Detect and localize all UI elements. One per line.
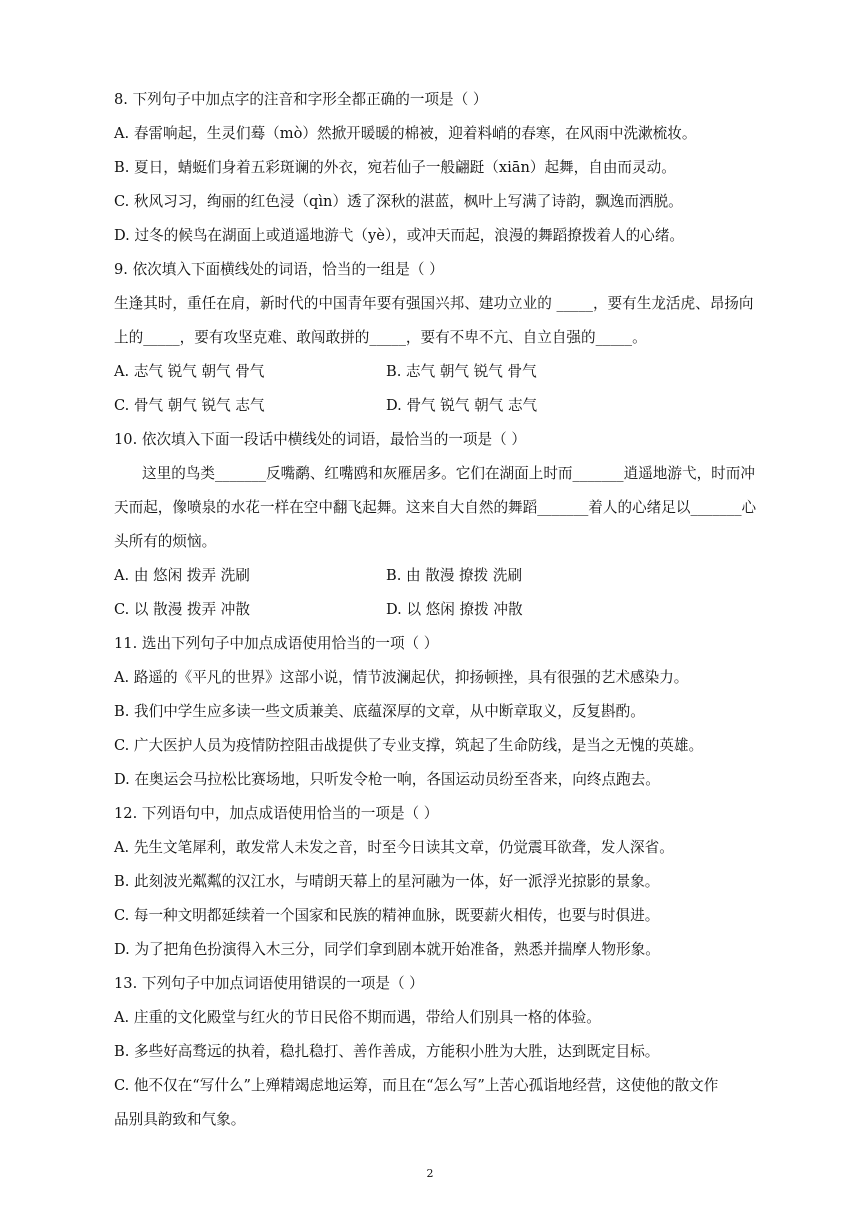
- q9-stem: 9. 依次填入下面横线处的词语，恰当的一组是（ ）: [114, 261, 444, 278]
- q8-option-c: C. 秋风习习，绚丽的红色浸（qìn）透了深秋的湛蓝，枫叶上写满了诗韵，飘逸而洒脱。: [114, 193, 683, 210]
- q9-option-b: B. 志气 朝气 锐气 骨气: [386, 363, 537, 380]
- q8-option-d: D. 过冬的候鸟在湖面上或逍遥地游弋（yè），或冲天而起，浪漫的舞蹈撩拨着人的心绪。: [114, 227, 685, 244]
- q13-option-c-line-2: 品别具韵致和气象。: [114, 1111, 246, 1128]
- q12-option-b: B. 此刻波光粼粼的汉江水，与晴朗天幕上的星河融为一体，好一派浮光掠影的景象。: [114, 873, 660, 890]
- q12-option-a: A. 先生文笔犀利，敢发常人未发之音，时至今日读其文章，仍觉震耳欲聋，发人深省。: [114, 839, 674, 856]
- q13-stem: 13. 下列句子中加点词语使用错误的一项是（ ）: [114, 975, 424, 992]
- q12-stem: 12. 下列语句中，加点成语使用恰当的一项是（ ）: [114, 805, 439, 822]
- q10-option-d: D. 以 悠闲 撩拨 冲散: [386, 601, 523, 618]
- q9-option-c: C. 骨气 朝气 锐气 志气: [114, 397, 265, 414]
- q10-passage-line-1: 这里的鸟类_______反嘴鹬、红嘴鸥和灰雁居多。它们在湖面上时而_______逍遥地游弋，时而冲: [142, 465, 755, 482]
- q11-option-c: C. 广大医护人员为疫情防控阻击战提供了专业支撑，筑起了生命防线，是当之无愧的英雄。: [114, 737, 704, 754]
- q13-option-b: B. 多些好高骛远的执着，稳扎稳打、善作善成，方能积小胜为大胜，达到既定目标。: [114, 1043, 660, 1060]
- q11-option-d: D. 在奥运会马拉松比赛场地，只听发令枪一响，各国运动员纷至沓来，向终点跑去。: [114, 771, 660, 788]
- q8-option-b: B. 夏日，蜻蜓们身着五彩斑谰的外衣，宛若仙子一般翩跹（xiān）起舞，自由而灵动。: [114, 159, 676, 176]
- page-number: 2: [426, 1167, 434, 1180]
- q8-stem: 8. 下列句子中加点字的注音和字形全都正确的一项是（ ）: [114, 91, 488, 108]
- q9-passage-line-2: 上的_____，要有攻坚克难、敢闯敢拼的_____，要有不卑不亢、自立自强的_____。: [114, 329, 647, 346]
- q10-option-a: A. 由 悠闲 拨弄 洗刷: [114, 567, 250, 584]
- q13-option-c-line-1: C. 他不仅在“写什么”上殚精竭虑地运筹，而且在“怎么写”上苦心孤诣地经营，这使他的散文作: [114, 1077, 719, 1094]
- q10-option-c: C. 以 散漫 拨弄 冲散: [114, 601, 250, 618]
- q9-option-d: D. 骨气 锐气 朝气 志气: [386, 397, 538, 414]
- q11-option-b: B. 我们中学生应多读一些文质兼美、底蕴深厚的文章，从中断章取义，反复斟酌。: [114, 703, 645, 720]
- q12-option-d: D. 为了把角色扮演得入木三分，同学们拿到剧本就开始准备，熟悉并揣摩人物形象。: [114, 941, 660, 958]
- q11-option-a: A. 路遥的《平凡的世界》这部小说，情节波澜起伏，抑扬顿挫，具有很强的艺术感染力。: [114, 669, 689, 686]
- q12-option-c: C. 每一种文明都延续着一个国家和民族的精神血脉，既要薪火相传，也要与时俱进。: [114, 907, 660, 924]
- q10-stem: 10. 依次填入下面一段话中横线处的词语，最恰当的一项是（ ）: [114, 431, 526, 448]
- q13-option-a: A. 庄重的文化殿堂与红火的节日民俗不期而遇，带给人们别具一格的体验。: [114, 1009, 601, 1026]
- q10-option-b: B. 由 散漫 撩拨 洗刷: [386, 567, 523, 584]
- q9-option-a: A. 志气 锐气 朝气 骨气: [114, 363, 265, 380]
- q9-passage-line-1: 生逢其时，重任在肩，新时代的中国青年要有强国兴邦、建功立业的 _____，要有生龙活虎、昂扬向: [114, 295, 754, 312]
- q10-passage-line-3: 头所有的烦恼。: [114, 533, 217, 550]
- q11-stem: 11. 选出下列句子中加点成语使用恰当的一项（ ）: [114, 635, 439, 652]
- q8-option-a: A. 春雷响起，生灵们蓦（mò）然掀开暖暖的棉被，迎着料峭的春寒，在风雨中洗漱梳妆。: [114, 125, 697, 142]
- q10-passage-line-2: 天而起，像喷泉的水花一样在空中翻飞起舞。这来自大自然的舞蹈_______着人的心绪足以_______心: [114, 499, 757, 516]
